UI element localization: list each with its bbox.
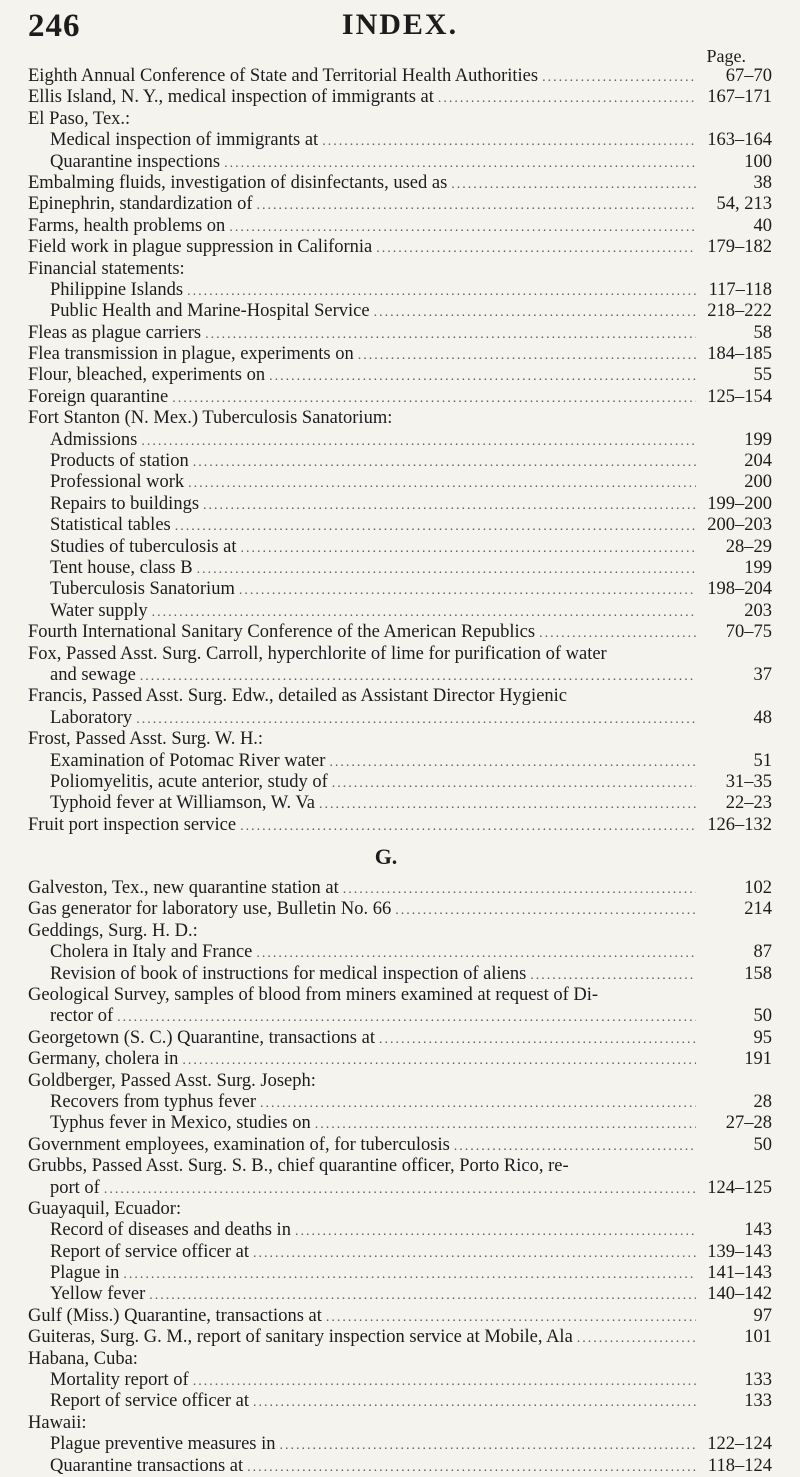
entry-text: Typhus fever in Mexico, studies on — [50, 1113, 311, 1134]
entry-text: Repairs to buildings — [50, 493, 200, 514]
entry-text: G. — [374, 844, 398, 870]
dot-leader — [149, 1285, 696, 1305]
entry-page-ref: 214 — [744, 899, 772, 920]
index-entry — [28, 1092, 772, 1113]
dot-leader — [530, 965, 696, 985]
entry-text: Professional work — [50, 472, 185, 493]
entry-page-ref: 28–29 — [725, 536, 772, 557]
dot-leader — [358, 345, 696, 365]
entry-page-ref: 48 — [753, 707, 772, 728]
index-entry — [28, 387, 772, 408]
entry-page-ref: 102 — [744, 878, 772, 899]
dot-leader — [395, 900, 696, 920]
index-entry — [28, 899, 772, 920]
entry-page-ref: 37 — [753, 664, 772, 685]
entry-text: Goldberger, Passed Asst. Surg. Joseph: — [28, 1070, 316, 1091]
entry-text: Guiteras, Surg. G. M., report of sanitary inspection service at Mobile, Ala — [28, 1327, 573, 1348]
entry-text: Report of service officer at — [50, 1241, 249, 1262]
entry-page-ref: 167–171 — [707, 87, 772, 108]
dot-leader — [193, 1371, 696, 1391]
entry-page-ref: 199 — [744, 557, 772, 578]
entry-page-ref: 141–143 — [707, 1263, 772, 1284]
entry-text: Public Health and Marine-Hospital Service — [50, 301, 370, 322]
entry-text: Geological Survey, samples of blood from miners examined at request of Di- — [28, 985, 599, 1006]
index-entry — [28, 1135, 772, 1156]
entry-page-ref: 117–118 — [708, 279, 772, 300]
entry-page-ref: 51 — [753, 750, 772, 771]
dot-leader — [193, 452, 696, 472]
index-entry — [28, 1199, 772, 1220]
index-entry — [28, 430, 772, 451]
entry-text: Flour, bleached, experiments on — [28, 365, 266, 386]
index-entry — [28, 921, 772, 942]
index-entry — [28, 878, 772, 899]
dot-leader — [205, 324, 696, 344]
dot-leader — [240, 816, 696, 836]
index-entry — [28, 194, 772, 215]
entry-page-ref: 126–132 — [707, 814, 772, 835]
index-entry — [28, 494, 772, 515]
index-entry — [28, 173, 772, 194]
index-entry — [28, 1113, 772, 1134]
index-entry — [28, 622, 772, 643]
entry-text: Fox, Passed Asst. Surg. Carroll, hyperchlorite of lime for purification of water — [28, 643, 607, 664]
entry-page-ref: 203 — [744, 600, 772, 621]
entry-page-ref: 87 — [753, 942, 772, 963]
entry-text: Fourth International Sanitary Conference of the American Republics — [28, 622, 536, 643]
dot-leader — [123, 1264, 696, 1284]
entry-page-ref: 31–35 — [725, 771, 772, 792]
index-entry — [28, 1413, 772, 1434]
dot-leader — [322, 131, 696, 151]
entry-text: Products of station — [50, 451, 189, 472]
entry-page-ref: 158 — [744, 963, 772, 984]
entry-page-ref: 199 — [744, 429, 772, 450]
index-entry — [28, 1028, 772, 1049]
entry-page-ref: 50 — [753, 1134, 772, 1155]
entry-text: Government employees, examination of, for tuberculosis — [28, 1134, 450, 1155]
entry-text: Grubbs, Passed Asst. Surg. S. B., chief quarantine officer, Porto Rico, re- — [28, 1156, 569, 1177]
entry-text: Yellow fever — [50, 1284, 146, 1305]
entry-text: Plague in — [50, 1263, 120, 1284]
index-entry — [28, 1349, 772, 1370]
entry-text: Laboratory — [50, 707, 133, 728]
entry-text: and sewage — [50, 664, 136, 685]
index-entry — [28, 1306, 772, 1327]
entry-text: Gas generator for laboratory use, Bulletin No. 66 — [28, 899, 392, 920]
entry-text: Recovers from typhus fever — [50, 1091, 257, 1112]
entry-text: Geddings, Surg. H. D.: — [28, 920, 198, 941]
index-entry — [28, 1178, 772, 1199]
entry-text: Tent house, class B — [50, 557, 193, 578]
entry-text: Eighth Annual Conference of State and Territorial Health Authorities — [28, 66, 539, 86]
entry-text: Quarantine inspections — [50, 151, 221, 172]
index-entry — [28, 729, 772, 750]
dot-leader — [539, 623, 696, 643]
entry-text: Fort Stanton (N. Mex.) Tuberculosis Sanatorium: — [28, 408, 393, 429]
dot-leader — [188, 473, 696, 493]
dot-leader — [182, 1050, 696, 1070]
index-entry — [28, 964, 772, 985]
dot-leader — [329, 752, 696, 772]
entry-page-ref: 184–185 — [707, 344, 772, 365]
entry-page-ref: 54, 213 — [716, 194, 772, 215]
entry-text: Tuberculosis Sanatorium — [50, 579, 235, 600]
entry-text: Farms, health problems on — [28, 215, 226, 236]
entry-text: Francis, Passed Asst. Surg. Edw., detailed as Assistant Director Hygienic — [28, 686, 568, 707]
dot-leader — [542, 67, 696, 87]
entry-text: Galveston, Tex., new quarantine station at — [28, 878, 339, 899]
index-entry — [28, 985, 772, 1006]
entry-page-ref: 38 — [753, 172, 772, 193]
entry-text: Report of service officer at — [50, 1391, 249, 1412]
entry-text: Admissions — [50, 429, 138, 450]
index-entry — [28, 323, 772, 344]
dot-leader — [577, 1328, 696, 1348]
entry-text: Studies of tuberculosis at — [50, 536, 237, 557]
entry-text: Fruit port inspection service — [28, 814, 237, 835]
index-entry — [28, 1220, 772, 1241]
entry-page-ref: 198–204 — [707, 579, 772, 600]
page-number: 246 — [28, 8, 81, 44]
entry-text: Frost, Passed Asst. Surg. W. H.: — [28, 729, 264, 750]
index-entry — [28, 1006, 772, 1027]
dot-leader — [152, 602, 696, 622]
index-entry — [28, 751, 772, 772]
entry-page-ref: 200–203 — [707, 515, 772, 536]
entry-text: Philippine Islands — [50, 279, 184, 300]
index-entry — [28, 365, 772, 386]
index-entry — [28, 301, 772, 322]
dot-leader — [315, 1114, 696, 1134]
dot-leader — [175, 516, 696, 536]
index-entry — [28, 942, 772, 963]
entry-text: El Paso, Tex.: — [28, 108, 131, 129]
entry-page-ref: 124–125 — [707, 1177, 772, 1198]
entry-text: Statistical tables — [50, 515, 171, 536]
entry-page-ref: 67–70 — [725, 66, 772, 86]
entry-text: Georgetown (S. C.) Quarantine, transactions at — [28, 1027, 375, 1048]
index-entry — [28, 1456, 772, 1477]
entry-text: Cholera in Italy and France — [50, 942, 253, 963]
entry-page-ref: 191 — [744, 1049, 772, 1070]
entry-page-ref: 27–28 — [725, 1113, 772, 1134]
entry-text: Embalming fluids, investigation of disinfectants, used as — [28, 172, 448, 193]
dot-leader — [260, 1093, 696, 1113]
dot-leader — [229, 217, 696, 237]
index-entry — [28, 772, 772, 793]
dot-leader — [172, 388, 696, 408]
page-column-header: Page. — [706, 46, 746, 66]
entry-text: Field work in plague suppression in California — [28, 237, 373, 258]
dot-leader — [451, 174, 696, 194]
index-entry — [28, 451, 772, 472]
index-entry — [28, 1156, 772, 1177]
dot-leader — [197, 559, 696, 579]
entry-text: Ellis Island, N. Y., medical inspection of immigrants at — [28, 87, 434, 108]
dot-leader — [257, 195, 696, 215]
index-entry — [28, 1284, 772, 1305]
page-title: INDEX. — [341, 8, 459, 41]
entry-page-ref: 163–164 — [707, 130, 772, 151]
entry-page-ref: 70–75 — [725, 622, 772, 643]
index-entry — [28, 109, 772, 130]
index-entry — [28, 644, 772, 665]
entry-text: Medical inspection of immigrants at — [50, 130, 319, 151]
page-header — [0, 8, 800, 48]
entry-text: Examination of Potomac River water — [50, 750, 326, 771]
index-entry — [28, 708, 772, 729]
entry-text: Record of diseases and deaths in — [50, 1220, 291, 1241]
index-entry — [28, 665, 772, 686]
dot-leader — [319, 794, 696, 814]
entry-page-ref: 218–222 — [707, 301, 772, 322]
entry-page-ref: 50 — [753, 1006, 772, 1027]
index-entry — [28, 793, 772, 814]
entry-text: Epinephrin, standardization of — [28, 194, 253, 215]
index-entry — [28, 66, 772, 87]
index-entry — [28, 558, 772, 579]
entry-text: Fleas as plague carriers — [28, 322, 202, 343]
entry-text: Gulf (Miss.) Quarantine, transactions at — [28, 1305, 322, 1326]
entry-page-ref: 200 — [744, 472, 772, 493]
dot-leader — [376, 238, 696, 258]
entry-text: Plague preventive measures in — [50, 1434, 276, 1455]
entry-text: Flea transmission in plague, experiments on — [28, 344, 354, 365]
dot-leader — [438, 88, 696, 108]
entry-page-ref: 28 — [753, 1091, 772, 1112]
entry-page-ref: 95 — [753, 1027, 772, 1048]
dot-leader — [379, 1029, 696, 1049]
index-entry — [28, 280, 772, 301]
entry-text: rector of — [50, 1006, 114, 1027]
entry-page-ref: 118–124 — [707, 1455, 772, 1476]
index-entry — [28, 216, 772, 237]
dot-leader — [332, 773, 696, 793]
entry-page-ref: 122–124 — [707, 1434, 772, 1455]
entry-page-ref: 58 — [753, 322, 772, 343]
entry-page-ref: 22–23 — [725, 793, 772, 814]
index-entry — [28, 344, 772, 365]
index-entry — [28, 1391, 772, 1412]
dot-leader — [253, 1243, 696, 1263]
index-entry — [28, 1049, 772, 1070]
dot-leader — [203, 495, 696, 515]
dot-leader — [136, 709, 696, 729]
entry-text: Germany, cholera in — [28, 1049, 179, 1070]
entry-page-ref: 179–182 — [707, 237, 772, 258]
dot-leader — [224, 153, 696, 173]
entry-page-ref: 40 — [753, 215, 772, 236]
section-letter — [28, 836, 772, 878]
dot-leader — [239, 580, 696, 600]
dot-leader — [374, 302, 696, 322]
dot-leader — [253, 1392, 696, 1412]
index-entry — [28, 1434, 772, 1455]
index-entry — [28, 259, 772, 280]
dot-leader — [104, 1179, 696, 1199]
entry-page-ref: 101 — [744, 1327, 772, 1348]
index-entry — [28, 408, 772, 429]
entry-page-ref: 204 — [744, 451, 772, 472]
dot-leader — [343, 879, 696, 899]
entry-text: Foreign quarantine — [28, 386, 169, 407]
entry-text: Quarantine transactions at — [50, 1455, 244, 1476]
entry-page-ref: 55 — [753, 365, 772, 386]
index-entry — [28, 87, 772, 108]
dot-leader — [247, 1457, 696, 1477]
dot-leader — [269, 366, 696, 386]
index-entry — [28, 152, 772, 173]
index-entry — [28, 237, 772, 258]
index-entry — [28, 515, 772, 536]
entry-text: Poliomyelitis, acute anterior, study of — [50, 771, 328, 792]
entry-text: Typhoid fever at Williamson, W. Va — [50, 793, 315, 814]
entry-page-ref: 100 — [744, 151, 772, 172]
entry-text: Guayaquil, Ecuador: — [28, 1198, 182, 1219]
entry-text: Mortality report of — [50, 1370, 189, 1391]
index-entry — [28, 601, 772, 622]
entry-text: Hawaii: — [28, 1412, 87, 1433]
entry-page-ref: 133 — [744, 1370, 772, 1391]
index-entry — [28, 686, 772, 707]
index-entry — [28, 537, 772, 558]
index-entry — [28, 579, 772, 600]
dot-leader — [326, 1307, 696, 1327]
dot-leader — [141, 431, 696, 451]
index-entry — [28, 815, 772, 836]
entry-text: Revision of book of instructions for medical inspection of aliens — [50, 963, 527, 984]
entry-page-ref: 140–142 — [707, 1284, 772, 1305]
entry-text: port of — [50, 1177, 100, 1198]
entry-text: Financial statements: — [28, 258, 185, 279]
dot-leader — [256, 943, 696, 963]
dot-leader — [280, 1435, 696, 1455]
entry-page-ref: 133 — [744, 1391, 772, 1412]
dot-leader — [241, 538, 696, 558]
index-entry — [28, 1071, 772, 1092]
index-entry — [28, 1327, 772, 1348]
index-entry — [28, 1242, 772, 1263]
entry-page-ref: 97 — [753, 1305, 772, 1326]
entry-page-ref: 199–200 — [707, 493, 772, 514]
entry-text: Habana, Cuba: — [28, 1348, 138, 1369]
dot-leader — [117, 1007, 696, 1027]
entry-text: Water supply — [50, 600, 148, 621]
dot-leader — [187, 281, 696, 301]
dot-leader — [454, 1136, 696, 1156]
entry-page-ref: 125–154 — [707, 386, 772, 407]
index-entry — [28, 472, 772, 493]
entry-page-ref: 139–143 — [707, 1241, 772, 1262]
entry-page-ref: 143 — [744, 1220, 772, 1241]
index-entries — [28, 66, 772, 1477]
dot-leader — [140, 666, 696, 686]
index-entry — [28, 1263, 772, 1284]
dot-leader — [295, 1221, 696, 1241]
index-entry — [28, 1370, 772, 1391]
index-entry — [28, 130, 772, 151]
